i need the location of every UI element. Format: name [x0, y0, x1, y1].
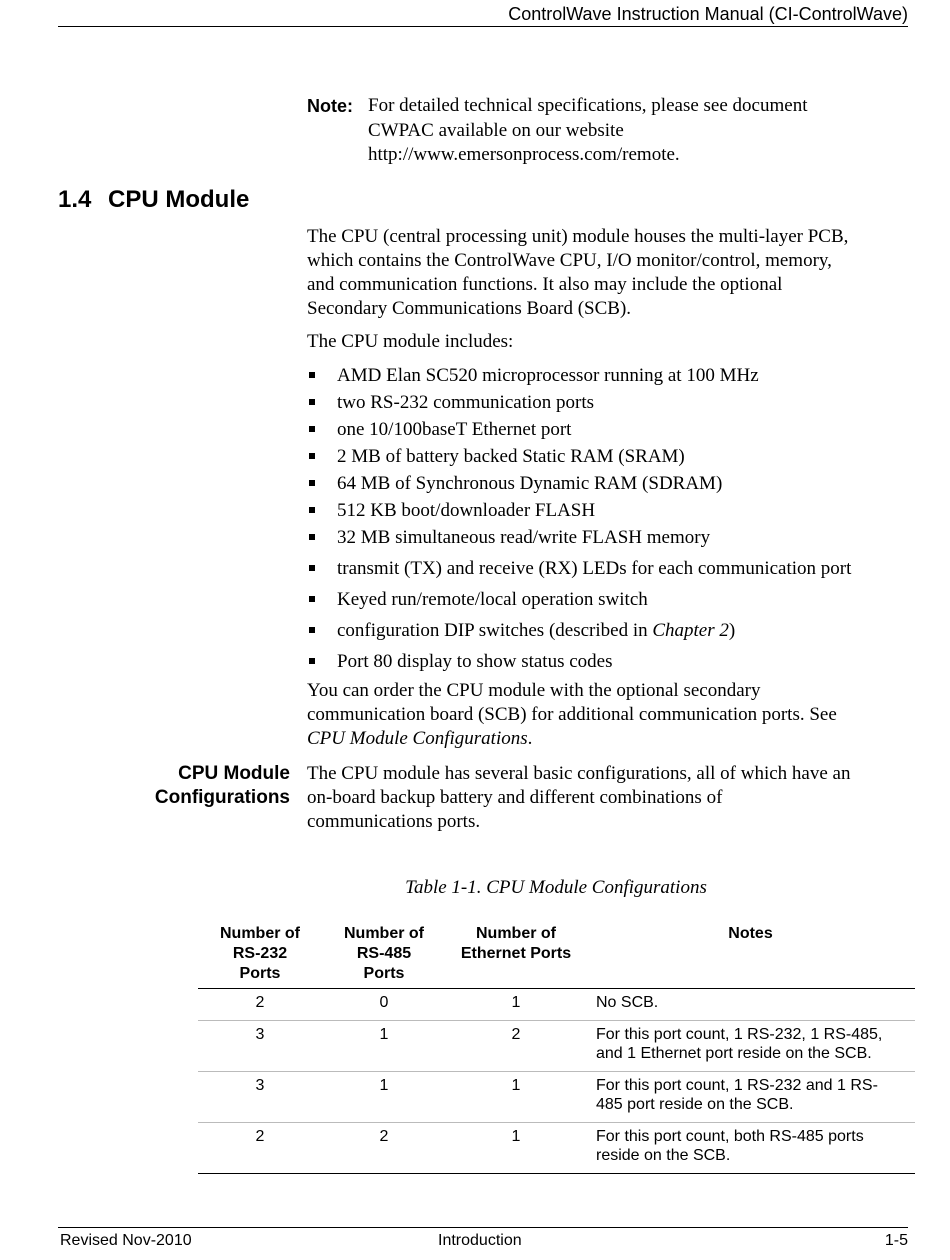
- note-text: [368, 94, 908, 168]
- configurations-table: [198, 924, 915, 1174]
- bullet-icon: [309, 658, 315, 664]
- table-row: [198, 1072, 915, 1123]
- feature-item: configuration DIP switches (described in Chapter 2): [307, 619, 907, 650]
- feature-item: two RS-232 communication ports: [307, 391, 907, 418]
- table-row: [198, 1123, 915, 1174]
- cell-rs485: 1: [322, 1021, 446, 1072]
- feature-item: 32 MB simultaneous read/write FLASH memory: [307, 526, 907, 557]
- order-line: communication board (SCB) for additional communication ports. See: [307, 704, 837, 725]
- note-line: http://www.emersonprocess.com/remote.: [368, 144, 680, 165]
- page-number: 1-5: [884, 1232, 908, 1249]
- intro-line: and communication functions. It also may include the optional: [307, 274, 783, 295]
- note-label: Note:: [307, 96, 353, 116]
- cell-rs232: 2: [198, 989, 322, 1021]
- configurations-reference: CPU Module Configurations: [307, 728, 528, 749]
- feature-item: 64 MB of Synchronous Dynamic RAM (SDRAM): [307, 472, 907, 499]
- config-line: communications ports.: [307, 811, 481, 832]
- feature-item: 512 KB boot/downloader FLASH: [307, 499, 907, 526]
- feature-item: Keyed run/remote/local operation switch: [307, 588, 907, 619]
- note-line: For detailed technical specifications, please see document: [368, 95, 808, 116]
- chapter-reference: Chapter 2: [652, 620, 729, 641]
- bullet-icon: [309, 453, 315, 459]
- configurations-paragraph: [307, 762, 907, 834]
- bullet-icon: [309, 565, 315, 571]
- feature-item: one 10/100baseT Ethernet port: [307, 418, 907, 445]
- bullet-icon: [309, 480, 315, 486]
- table-row: [198, 989, 915, 1021]
- cell-rs232: 3: [198, 1072, 322, 1123]
- order-line: CPU Module Configurations.: [307, 728, 533, 749]
- section-name: CPU Module: [108, 186, 250, 213]
- bullet-icon: [309, 534, 315, 540]
- feature-item: AMD Elan SC520 microprocessor running at 100 MHz: [307, 364, 907, 391]
- chapter-name: Introduction: [438, 1232, 522, 1249]
- cell-ethernet: 1: [446, 1123, 586, 1174]
- intro-line: which contains the ControlWave CPU, I/O monitor/control, memory,: [307, 250, 832, 271]
- feature-item: Port 80 display to show status codes: [307, 650, 907, 677]
- order-line: You can order the CPU module with the optional secondary: [307, 680, 761, 701]
- configurations-heading: CPU Module Configurations: [154, 763, 290, 808]
- cell-ethernet: 2: [446, 1021, 586, 1072]
- intro-line: Secondary Communications Board (SCB).: [307, 298, 632, 319]
- page-header: [58, 2, 908, 27]
- table-row: [198, 1021, 915, 1072]
- note-line: CWPAC available on our website: [368, 119, 624, 141]
- feature-item: transmit (TX) and receive (RX) LEDs for each communication port: [307, 557, 907, 588]
- intro-paragraph: [307, 225, 907, 321]
- bullet-icon: [309, 426, 315, 432]
- header-rs485: Number of RS-485 Ports: [322, 924, 446, 989]
- feature-item: 2 MB of battery backed Static RAM (SRAM): [307, 445, 907, 472]
- cell-ethernet: 1: [446, 989, 586, 1021]
- bullet-icon: [309, 372, 315, 378]
- config-line: The CPU module has several basic configurations, all of which have an: [307, 763, 851, 784]
- intro-line: The CPU (central processing unit) module houses the multi-layer PCB,: [307, 226, 849, 247]
- manual-title: ControlWave Instruction Manual (CI-ControlWave): [508, 4, 908, 24]
- order-paragraph: [307, 679, 907, 751]
- bullet-icon: [309, 627, 315, 633]
- page-footer: [58, 1227, 908, 1256]
- cell-rs485: 1: [322, 1072, 446, 1123]
- revision-date: Revised Nov-2010: [60, 1232, 192, 1249]
- header-rs232: Number of RS-232 Ports: [198, 924, 322, 989]
- header-ethernet: Number of Ethernet Ports: [446, 924, 586, 989]
- cell-notes: For this port count, 1 RS-232, 1 RS-485, and 1 Ethernet port reside on the SCB.: [586, 1021, 915, 1072]
- cell-rs232: 2: [198, 1123, 322, 1174]
- cell-rs485: 2: [322, 1123, 446, 1174]
- cell-rs232: 3: [198, 1021, 322, 1072]
- includes-lead: The CPU module includes:: [307, 331, 514, 352]
- cell-rs485: 0: [322, 989, 446, 1021]
- section-number: 1.4: [58, 186, 92, 213]
- bullet-icon: [309, 596, 315, 602]
- bullet-icon: [309, 399, 315, 405]
- section-title: [58, 186, 249, 214]
- cell-ethernet: 1: [446, 1072, 586, 1123]
- header-notes: Notes: [586, 924, 915, 989]
- cell-notes: For this port count, 1 RS-232 and 1 RS- 485 port reside on the SCB.: [586, 1072, 915, 1123]
- feature-list: [307, 364, 907, 677]
- table-header-row: [198, 924, 915, 989]
- bullet-icon: [309, 507, 315, 513]
- table-caption: Table 1-1. CPU Module Configurations: [405, 877, 707, 898]
- config-line: on-board backup battery and different combinations of: [307, 787, 723, 808]
- cell-notes: For this port count, both RS-485 ports reside on the SCB.: [586, 1123, 915, 1174]
- cell-notes: No SCB.: [586, 989, 915, 1021]
